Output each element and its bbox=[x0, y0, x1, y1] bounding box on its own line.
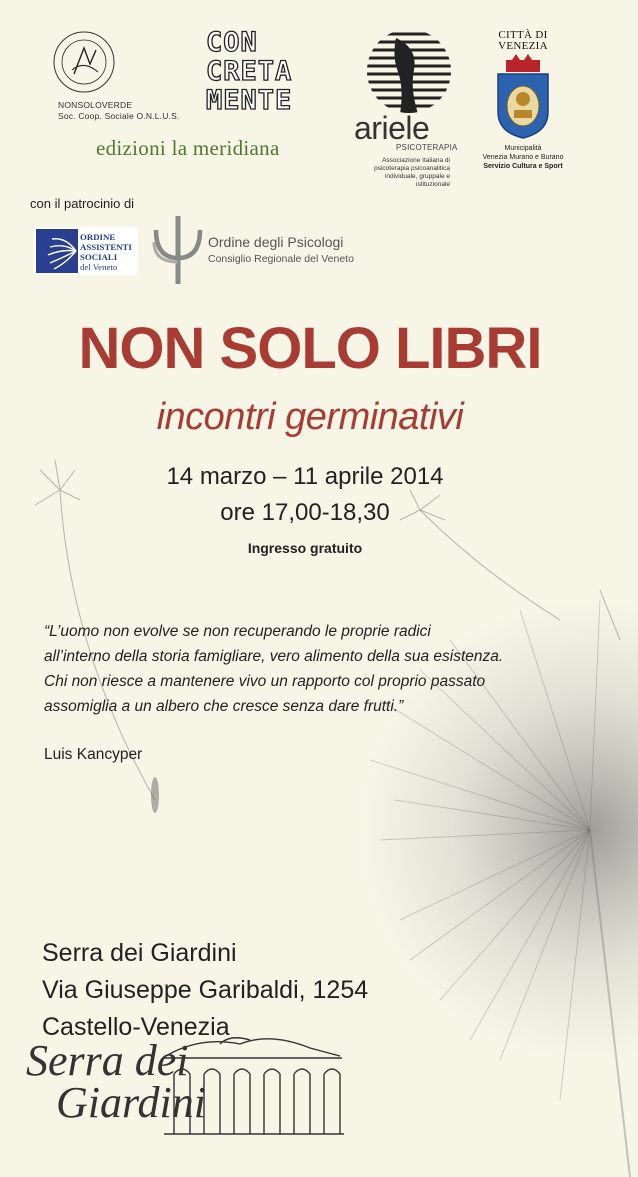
patrocinio-label: con il patrocinio di bbox=[30, 196, 135, 211]
nonsoloverde-title: NONSOLOVERDE bbox=[58, 100, 133, 110]
quote-line: assomiglia a un albero che cresce senza dare frutti.” bbox=[44, 698, 404, 715]
nonsoloverde-subtitle: Soc. Coop. Sociale O.N.L.U.S. bbox=[58, 111, 180, 121]
oas-name bbox=[80, 232, 132, 272]
ariele-subtitle: PSICOTERAPIA bbox=[396, 143, 458, 152]
venue-address bbox=[42, 935, 368, 1046]
ariele-desc-line: psicoterapia psicoanalitica bbox=[374, 165, 450, 172]
venue-street: Via Giuseppe Garibaldi, 1254 bbox=[42, 976, 369, 1004]
municipalita-area: Venezia Murano e Burano bbox=[482, 154, 564, 161]
citta-line: CITTÀ DI bbox=[498, 29, 548, 41]
nonsoloverde-name bbox=[58, 100, 180, 122]
greenhouse-pavilion-icon bbox=[160, 1034, 346, 1138]
oas-region: del Veneto bbox=[80, 262, 118, 272]
concretamente-line1: CON bbox=[206, 27, 258, 58]
oas-line: ORDINE bbox=[80, 232, 116, 242]
quote-line: “L’uomo non evolve se non recuperando le proprie radici bbox=[44, 623, 431, 640]
ordine-psicologi-title: Ordine degli Psicologi bbox=[208, 234, 344, 250]
oas-line: ASSISTENTI bbox=[80, 242, 132, 252]
venezia-line: VENEZIA bbox=[498, 40, 548, 52]
ariele-name: ariele bbox=[354, 110, 430, 146]
ariele-desc-line: Associazione Italiana di bbox=[382, 157, 450, 164]
venue-name: Serra dei Giardini bbox=[42, 939, 237, 967]
venezia-coat-of-arms-icon bbox=[494, 54, 552, 140]
ariele-desc-line: istituzionale bbox=[416, 181, 450, 188]
ariele-desc-line: individuale, gruppale e bbox=[384, 173, 450, 180]
free-entry-label: Ingresso gratuito bbox=[247, 540, 363, 556]
psi-symbol-icon bbox=[150, 212, 206, 288]
quote-block bbox=[44, 619, 634, 719]
ariele-emblem-logo bbox=[366, 28, 452, 114]
meridiana-logo-text: edizioni la meridiana bbox=[96, 136, 280, 160]
concretamente-line2: CRETA bbox=[206, 56, 293, 87]
quote-line: Chi non riesce a mantenere vivo un rapporto col proprio passato bbox=[44, 673, 486, 690]
municipalita-line: Municipalità bbox=[504, 145, 542, 152]
event-subtitle: incontri germinativi bbox=[156, 396, 464, 438]
serra-logo-line2: Giardini bbox=[56, 1078, 206, 1127]
nonsoloverde-seal-logo bbox=[52, 30, 116, 94]
quote-author: Luis Kancyper bbox=[44, 746, 143, 763]
serra-logo-line1: Serra dei bbox=[26, 1036, 189, 1085]
oas-emblem-icon bbox=[36, 229, 78, 273]
concretamente-line3: MENTE bbox=[206, 85, 293, 115]
servizio-cultura-label: Servizio Cultura e Sport bbox=[483, 163, 563, 170]
quote-line: all’interno della storia famigliare, vero alimento della sua esistenza. bbox=[44, 648, 504, 665]
municipalita-text bbox=[462, 144, 584, 171]
event-dates: 14 marzo – 11 aprile 2014 bbox=[166, 463, 444, 490]
oas-line: SOCIALI bbox=[80, 252, 118, 262]
concretamente-logo bbox=[206, 27, 346, 115]
venue-city: Castello-Venezia bbox=[42, 1013, 230, 1041]
ordine-psicologi-subtitle: Consiglio Regionale del Veneto bbox=[208, 253, 354, 265]
event-title: NON SOLO LIBRI bbox=[78, 316, 542, 381]
citta-venezia-heading bbox=[494, 30, 552, 52]
event-hours: ore 17,00-18,30 bbox=[220, 499, 390, 526]
ariele-description bbox=[354, 157, 450, 189]
